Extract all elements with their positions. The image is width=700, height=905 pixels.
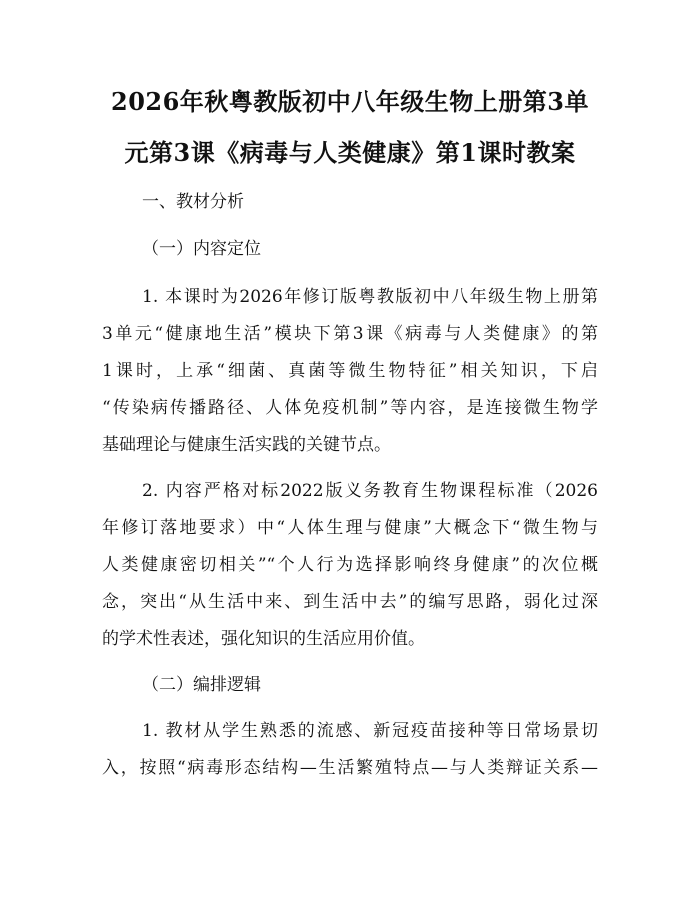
subsection-heading-content-positioning: （一）内容定位: [142, 239, 261, 259]
paragraph-1-line-5: 基础理论与健康生活实践的关键节点。: [102, 435, 391, 455]
paragraph-1-line-1: 1. 本课时为2026年修订版粤教版初中八年级生物上册第: [142, 287, 598, 307]
paragraph-2-line-1: 2. 内容严格对标2022版义务教育生物课程标准（2026: [142, 481, 598, 501]
paragraph-2-line-3: 人类健康密切相关”“个人行为选择影响终身健康”的次位概: [102, 555, 598, 575]
paragraph-2-line-5: 的学术性表述，强化知识的生活应用价值。: [102, 629, 425, 649]
section-heading-textbook-analysis: 一、教材分析: [142, 192, 244, 212]
paragraph-2-line-4: 念，突出“从生活中来、到生活中去”的编写思路，弱化过深: [102, 592, 598, 612]
paragraph-3-line-2: 入，按照“病毒形态结构—生活繁殖特点—与人类辩证关系—: [102, 758, 598, 778]
subsection-heading-arrangement-logic: （二）编排逻辑: [142, 675, 261, 695]
document-title-line-2: 元第3课《病毒与人类健康》第1课时教案: [124, 138, 576, 167]
paragraph-3-line-1: 1. 教材从学生熟悉的流感、新冠疫苗接种等日常场景切: [142, 721, 598, 741]
document-title-line-1: 2026年秋粤教版初中八年级生物上册第3单: [111, 87, 589, 116]
paragraph-1-line-3: 1课时，上承“细菌、真菌等微生物特征”相关知识，下启: [102, 361, 598, 381]
paragraph-1-line-2: 3单元“健康地生活”模块下第3课《病毒与人类健康》的第: [102, 324, 598, 344]
paragraph-1-line-4: “传染病传播路径、人体免疫机制”等内容，是连接微生物学: [102, 398, 598, 418]
paragraph-2-line-2: 年修订落地要求）中“人体生理与健康”大概念下“微生物与: [102, 518, 598, 538]
